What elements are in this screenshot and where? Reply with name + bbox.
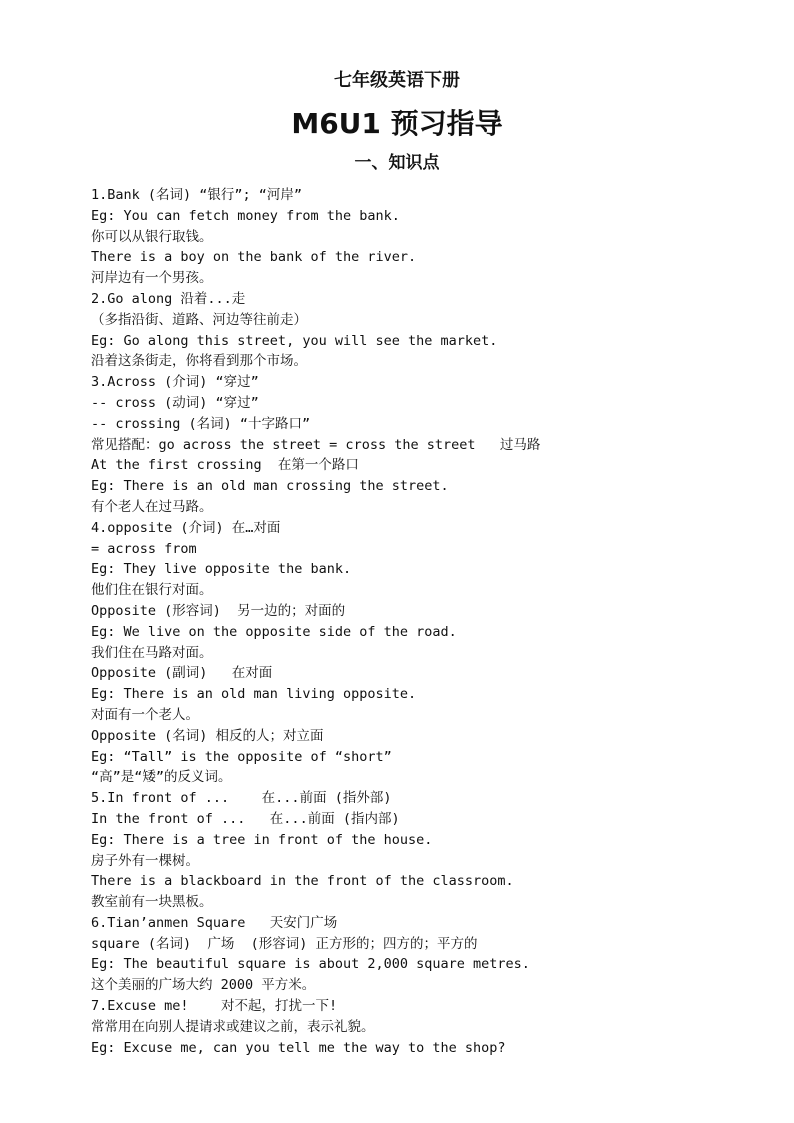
text-line: 1.Bank (名词) “银行”; “河岸” — [91, 187, 303, 203]
text-line: square (名词) 广场 (形容词) 正方形的；四方的；平方的 — [91, 935, 478, 952]
text-line: -- crossing (名词) “十字路口” — [91, 415, 311, 432]
text-line: Eg: You can fetch money from the bank. — [91, 207, 400, 224]
text-line: At the first crossing 在第一个路口 — [91, 457, 359, 474]
text-line: 我们住在马路对面。 — [91, 644, 213, 661]
text-line: 教室前有一块黑板。 — [91, 894, 213, 911]
grade-title: 七年级英语下册 — [334, 70, 460, 91]
text-line: There is a boy on the bank of the river. — [91, 249, 417, 266]
text-line: Eg: “Tall” is the opposite of “short” — [91, 748, 392, 765]
text-line: 4.opposite (介词) 在…对面 — [91, 519, 281, 536]
text-line: Eg: There is an old man living opposite. — [91, 686, 417, 703]
text-line: Eg: There is a tree in front of the house. — [91, 831, 433, 848]
unit-title: M6U1 预习指导 — [291, 107, 503, 140]
text-line: 7.Excuse me! 对不起，打扰一下! — [91, 998, 338, 1015]
text-line: There is a blackboard in the front of the classroom. — [91, 873, 514, 890]
text-line: 2.Go along 沿着...走 — [91, 290, 246, 307]
text-line: -- cross (动词) “穿过” — [91, 394, 259, 411]
text-line: 房子外有一棵树。 — [91, 852, 199, 869]
section-heading: 一、知识点 — [354, 153, 440, 173]
text-line: “高”是“矮”的反义词。 — [91, 769, 232, 786]
text-line: Eg: Go along this street, you will see the market. — [91, 332, 498, 349]
text-line: 常常用在向别人提请求或建议之前，表示礼貌。 — [91, 1018, 375, 1035]
text-line: 6.Tian’anmen Square 天安门广场 — [91, 914, 338, 931]
text-line: （多指沿街、道路、河边等往前走） — [91, 311, 307, 328]
text-line: Eg: There is an old man crossing the street. — [91, 478, 449, 495]
knowledge-points — [91, 185, 711, 1058]
text-line: In the front of ... 在...前面 (指内部) — [91, 810, 400, 827]
text-line: 河岸边有一个男孩。 — [91, 270, 213, 287]
text-line: Eg: We live on the opposite side of the road. — [91, 623, 457, 640]
text-line: 沿着这条街走，你将看到那个市场。 — [91, 353, 307, 370]
text-line: 他们住在银行对面。 — [91, 582, 213, 599]
text-line: 5.In front of ... 在...前面 (指外部) — [91, 790, 392, 807]
text-line: 有个老人在过马路。 — [91, 498, 213, 515]
text-line: 常见搭配：go across the street = cross the street 过马路 — [91, 436, 541, 453]
text-line: 3.Across (介词) “穿过” — [91, 374, 259, 391]
text-line: Opposite (名词) 相反的人；对立面 — [91, 727, 324, 744]
text-line: Eg: Excuse me, can you tell me the way to the shop? — [91, 1039, 506, 1056]
text-line: Opposite (副词) 在对面 — [91, 665, 273, 682]
text-line: Opposite (形容词) 另一边的；对面的 — [91, 602, 346, 619]
text-line: 这个美丽的广场大约 2000 平方米。 — [91, 977, 316, 994]
text-line: 对面有一个老人。 — [91, 706, 199, 723]
text-line: = across from — [91, 540, 197, 557]
text-line: Eg: They live opposite the bank. — [91, 561, 352, 578]
text-line: 你可以从银行取钱。 — [91, 228, 213, 245]
text-line: Eg: The beautiful square is about 2,000 square metres. — [91, 956, 530, 973]
